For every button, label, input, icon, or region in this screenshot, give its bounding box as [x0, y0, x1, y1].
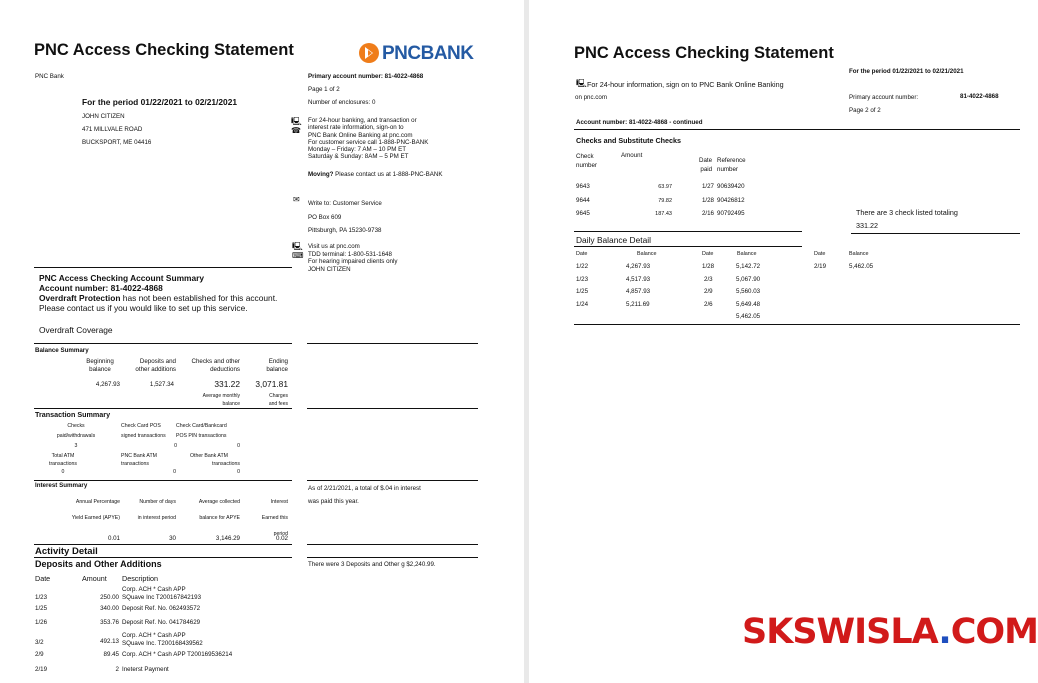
- banking-info-line: PNC Bank Online Banking at pnc.com: [308, 131, 413, 139]
- deposits-list: [35, 585, 295, 675]
- hearing-impaired-note: For hearing impaired clients only: [308, 258, 398, 266]
- deposit-description: Deposit Ref. No. 062493572: [122, 605, 201, 612]
- divider: [307, 343, 478, 344]
- summary-title: PNC Access Checking Account Summary: [39, 273, 205, 283]
- contact-info: [308, 243, 397, 273]
- deposit-amount: 492.13: [100, 638, 119, 645]
- visit-website: Visit us at pnc.com: [308, 243, 360, 250]
- pnc-bank-logo: [356, 38, 476, 68]
- page-number: Page 1 of 2: [308, 86, 340, 93]
- average-monthly-balance-label: Average monthly balance: [202, 393, 240, 407]
- customer-name-right: JOHN CITIZEN: [308, 265, 351, 273]
- divider: [34, 267, 292, 268]
- deposit-amount: 89.45: [103, 651, 119, 658]
- primary-account-number: Primary account number: 81-4022-4868: [308, 73, 424, 80]
- divider: [34, 343, 292, 344]
- moving-label: Moving?: [308, 171, 334, 178]
- divider: [34, 557, 292, 558]
- statement-page-2: PNC Access Checking Statement 🖳 For 24-hour information, sign on to PNC Bank Online Banking on pnc.com For the period 01/22/2021 to 02/21/2021 Primary account number: 81-4022-4868 Page 2 of 2 Account number: 81-4022-4868 - continued Checks and Substitute Checks Check number Amount Date paid Reference number 9643 63.97 1/27 90639420 9644 79.82 1/28 90426812 9645 187.43 2/16 90792495 There are 3 check listed totaling 331.22 Daily Balance Detail Date Balance Date Balance Date Balance 1/22 4,267.93 1/23 4,517.93 1/25 4,857.93 1/24 5,211.69 1/28 5,142.72 2/3 5,067.90 2/9 5,560.03 2/6 5,649.48 5,462.05 2/19 5,462.05: [529, 0, 1038, 683]
- apye-label: Annual Percentage Yield Earned (APYE): [71, 499, 120, 521]
- balance-summary-heading: Balance Summary: [35, 347, 89, 354]
- account-continued: Account number: 81-4022-4868 - continued: [576, 119, 703, 126]
- check-col-number: Check number: [576, 153, 597, 169]
- ending-balance-value: 3,071.81: [255, 379, 288, 389]
- deposit-amount: 250.00: [100, 594, 119, 601]
- banking-info-line: For 24-hour banking, and transaction or: [308, 117, 417, 124]
- deposit-amount: 2: [115, 666, 119, 673]
- address-line-2: BUCKSPORT, ME 04416: [82, 139, 152, 146]
- avg-balance-value: 3,146.29: [215, 535, 240, 542]
- other-atm-summary: Other Bank ATM transactions 0: [190, 453, 240, 475]
- deposits-label: Deposits and other additions: [135, 358, 176, 373]
- deposit-description: Ineterst Payment: [122, 666, 169, 673]
- daily-col-date: Date: [576, 251, 588, 257]
- deposit-description: Corp. ACH * Cash APP: [122, 632, 186, 639]
- charges-fees-label: Charges and fees: [268, 393, 288, 407]
- pin-transactions-summary: Check Card/Bankcard POS PIN transactions 0: [176, 423, 240, 449]
- apye-value: 0.01: [107, 535, 120, 542]
- beginning-balance-label: Beginning balance: [86, 358, 114, 373]
- pnc-logo-icon: [358, 42, 380, 64]
- computer-icon: 🖳: [291, 117, 302, 126]
- checks-deductions-value: 331.22: [214, 379, 240, 389]
- beginning-balance-value: 4,267.93: [95, 381, 120, 388]
- page-number: Page 2 of 2: [849, 107, 881, 114]
- mailing-address: [308, 197, 382, 238]
- dep-col-amount: Amount: [82, 574, 107, 583]
- statement-period: For the period 01/22/2021 to 02/21/2021: [82, 97, 238, 107]
- list-item: [35, 585, 295, 603]
- online-info: For 24-hour information, sign on to PNC Bank Online Banking: [587, 80, 784, 89]
- dep-col-date: Date: [35, 574, 51, 583]
- deposit-date: 1/23: [35, 594, 48, 601]
- daily-col-balance: Balance: [737, 251, 757, 257]
- customer-name: JOHN CITIZEN: [82, 113, 125, 120]
- interest-earned-label: Interest Earned this period: [261, 499, 288, 537]
- deposit-date: 1/25: [35, 605, 48, 612]
- checks-deductions-label: Checks and other deductions: [191, 358, 240, 373]
- check-col-amount: Amount: [621, 152, 643, 159]
- transaction-summary-heading: Transaction Summary: [35, 410, 111, 419]
- overdraft-label: Overdraft Protection: [39, 293, 121, 303]
- divider: [307, 557, 478, 558]
- envelope-icon: ✉: [293, 195, 300, 204]
- computer-icon: 🖳: [576, 79, 587, 88]
- checks-heading: Checks and Substitute Checks: [576, 136, 682, 145]
- divider: [34, 408, 292, 409]
- phone-icon: ☎: [291, 126, 301, 135]
- write-to: Write to: Customer Service: [308, 200, 382, 207]
- activity-detail-heading: Activity Detail: [35, 546, 98, 557]
- list-item: [35, 628, 295, 649]
- divider: [307, 480, 478, 481]
- deposit-amount: 340.00: [100, 605, 119, 612]
- daily-col-date: Date: [814, 251, 826, 257]
- interest-note: As of 2/21/2021, a total of $.04 in interest was paid this year.: [308, 485, 421, 505]
- banking-info-line: For customer service call 1-888-PNC-BANK: [308, 138, 429, 146]
- tdd-terminal: TDD terminal: 1-800-531-1648: [308, 250, 392, 258]
- overdraft-protection-notice: [39, 293, 279, 313]
- watermark-dot: .: [938, 612, 951, 652]
- banking-info: [308, 117, 478, 161]
- deposits-heading: Deposits and Other Additions: [35, 559, 162, 569]
- days-in-period-label: Number of days in interest period: [137, 499, 176, 521]
- moving-notice: [308, 171, 442, 179]
- city-state-zip: Pittsburgh, PA 15230-9738: [308, 227, 382, 234]
- tdd-icon: ⌨: [292, 251, 304, 260]
- computer-icon: 🖳: [292, 242, 303, 251]
- daily-col-balance: Balance: [637, 251, 657, 257]
- deposit-description: SQuave Inc. T200168439562: [122, 640, 203, 647]
- list-item: [35, 649, 295, 663]
- page-title: PNC Access Checking Statement: [574, 44, 834, 62]
- list-item: [35, 603, 295, 617]
- divider: [851, 233, 1020, 234]
- dep-col-description: Description: [122, 574, 158, 583]
- bank-name: PNC Bank: [35, 73, 64, 80]
- po-box: PO Box 609: [308, 213, 342, 221]
- daily-col-date: Date: [702, 251, 714, 257]
- divider: [307, 408, 478, 409]
- watermark-suffix: COM: [950, 612, 1038, 652]
- pos-transactions-summary: Check Card POS signed transactions 0: [121, 423, 177, 449]
- checks-total-value: 331.22: [856, 221, 878, 230]
- checks-total-note: There are 3 check listed totaling: [856, 208, 958, 217]
- summary-account-number: Account number: 81-4022-4868: [39, 283, 163, 293]
- enclosures-count: Number of enclosures: 0: [308, 99, 376, 106]
- banking-info-line: interest rate information, sign-on to: [308, 124, 404, 132]
- ending-balance-label: Ending balance: [266, 358, 288, 373]
- deposit-date: 3/2: [35, 639, 44, 646]
- moving-text: Please contact us at 1-888-PNC-BANK: [333, 171, 443, 178]
- address-line-1: 471 MILLVALE ROAD: [82, 126, 143, 133]
- divider: [574, 129, 1020, 130]
- deposit-description: Corp. ACH * Cash APP: [122, 586, 186, 593]
- overdraft-coverage: Overdraft Coverage: [39, 325, 113, 335]
- list-item: [35, 617, 295, 628]
- banking-info-line: Saturday & Sunday: 8AM – 5 PM ET: [308, 153, 409, 161]
- online-site: on pnc.com: [575, 94, 607, 101]
- checks-paid-summary: Checks paid/withdrawals 3: [56, 423, 96, 449]
- deposit-description: Corp. ACH * Cash APP T200169536214: [122, 651, 233, 658]
- page-title: PNC Access Checking Statement: [34, 41, 294, 59]
- interest-summary-heading: Interest Summary: [35, 482, 88, 489]
- deposit-date: 1/26: [35, 619, 48, 626]
- avg-collected-balance-label: Average collected balance for APYE: [198, 499, 240, 521]
- deposits-value: 1,527.34: [149, 381, 174, 388]
- divider: [34, 480, 292, 481]
- daily-col-balance: Balance: [849, 251, 869, 257]
- deposit-description: Deposit Ref. No. 041784629: [122, 619, 201, 626]
- divider: [574, 324, 1020, 325]
- days-value: 30: [169, 535, 176, 542]
- divider: [574, 246, 802, 247]
- check-col-reference: Reference number: [717, 157, 746, 173]
- check-col-date: Date paid: [699, 157, 713, 173]
- banking-info-line: Monday – Friday: 7 AM – 10 PM ET: [308, 146, 407, 154]
- atm-transactions-summary: Total ATM transactions 0: [49, 453, 77, 475]
- pnc-atm-summary: PNC Bank ATM transactions 0: [121, 453, 176, 475]
- watermark: [742, 612, 1038, 652]
- divider: [574, 231, 802, 232]
- statement-period: For the period 01/22/2021 to 02/21/2021: [849, 68, 964, 75]
- divider: [307, 544, 478, 545]
- daily-balance-heading: Daily Balance Detail: [576, 235, 651, 245]
- deposit-date: 2/19: [35, 666, 48, 673]
- deposit-description: SQuave Inc T200167842193: [122, 594, 202, 601]
- customer-address: [82, 110, 151, 149]
- list-item: [35, 663, 295, 675]
- deposit-amount: 353.76: [100, 619, 119, 626]
- deposit-date: 2/9: [35, 651, 44, 658]
- deposits-note: There were 3 Deposits and Other g $2,240.99.: [308, 561, 436, 568]
- primary-account-value: 81-4022-4868: [960, 93, 999, 100]
- watermark-text: SKSWISLA: [742, 612, 939, 652]
- divider: [34, 544, 292, 545]
- primary-account-label: Primary account number:: [849, 94, 919, 101]
- interest-earned-value: 0.02: [275, 535, 288, 542]
- logo-text: PNCBANK: [382, 43, 474, 64]
- overdraft-text: has not been established for this account. Please contact us if you would like to set up this service.: [39, 293, 278, 313]
